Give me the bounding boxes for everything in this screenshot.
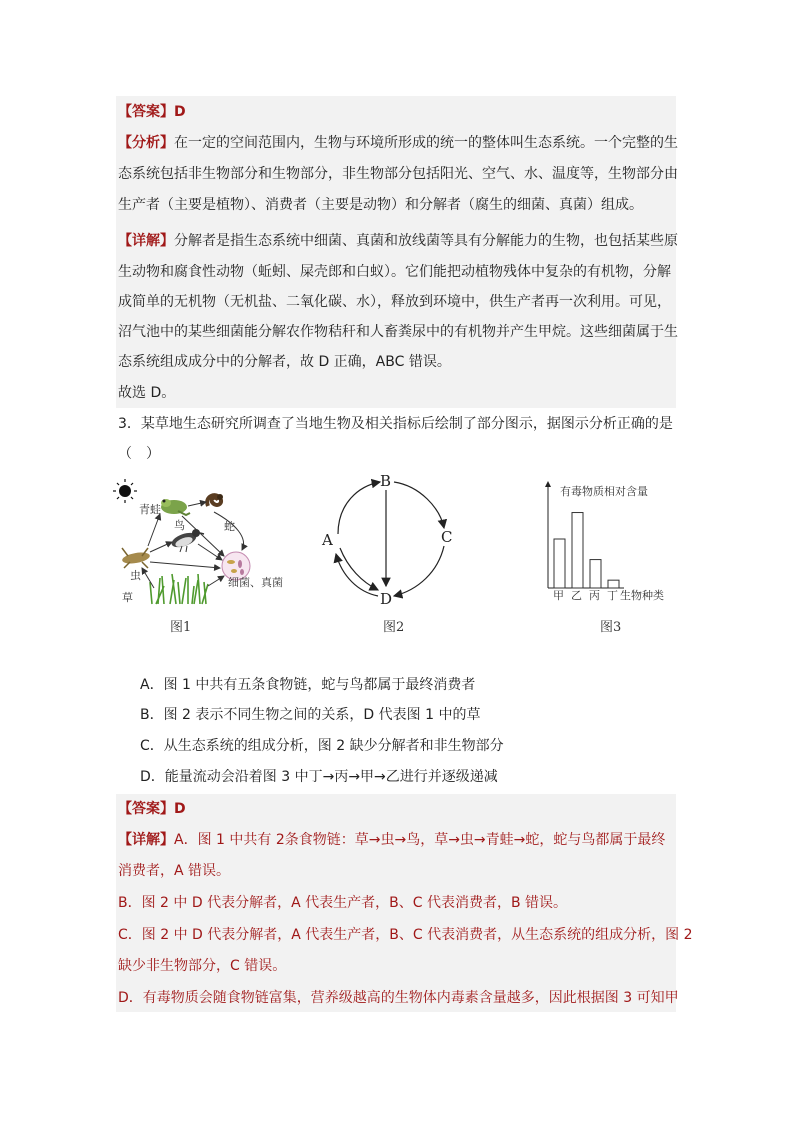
bars-group (554, 513, 619, 588)
detail-text-1: 分解者是指生态系统中细菌、真菌和放线菌等具有分解能力的生物，也包括某些原 (174, 233, 678, 249)
analysis-text-1: 在一定的空间范围内，生物与环境所形成的统一的整体叫生态系统。一个完整的生 (174, 135, 678, 151)
explain-line-4: C．图 2 中 D 代表分解者，A 代表生产者，B、C 代表消费者，从生态系统的组成分析，图 2 (118, 927, 693, 943)
option-b[interactable]: B．图 2 表示不同生物之间的关系，D 代表图 1 中的草 (140, 707, 481, 723)
label-frog: 青蛙 (139, 503, 161, 516)
label-decomposer: 细菌、真菌 (228, 576, 283, 589)
bar-1 (554, 539, 565, 588)
explain-line-5: 缺少非生物部分，C 错误。 (118, 958, 287, 974)
detail-tag-2: 【详解】 (118, 832, 174, 848)
bar-2 (572, 513, 583, 588)
analysis-line-1 (118, 133, 678, 153)
analysis-line-3: 生产者（主要是植物）、消费者（主要是动物）和分解者（腐生的细菌、真菌）组成。 (118, 197, 643, 213)
tick-labels-group (553, 589, 618, 602)
figure2-cycle-diagram (318, 472, 460, 606)
tick-label-4: 丁 (607, 589, 618, 602)
insect-icon (121, 548, 150, 568)
figure3-caption: 图3 (600, 620, 622, 635)
figure1-caption: 图1 (170, 620, 192, 635)
answer-tag: 【答案】 (118, 104, 174, 120)
question-bracket: （ ） (118, 446, 160, 462)
answer-value-2: D (174, 801, 186, 817)
tick-label-1: 甲 (553, 589, 564, 602)
x-axis-label: 生物种类 (620, 589, 664, 602)
label-bird: 鸟 (174, 519, 185, 532)
grass-icon (150, 574, 208, 604)
node-d: D (380, 590, 393, 606)
option-a[interactable]: A．图 1 中共有五条食物链，蛇与鸟都属于最终消费者 (140, 677, 476, 693)
explain-line-6: D．有毒物质会随食物链富集，营养级越高的生物体内毒素含量越多，因此根据图 3 可知甲 (118, 990, 679, 1006)
bar-3 (590, 560, 601, 588)
detail-tag: 【详解】 (118, 233, 174, 249)
figure1-food-web (112, 478, 302, 608)
detail-line-1 (118, 231, 678, 251)
cycle-arrows (336, 482, 444, 596)
label-snake: 蛇 (224, 520, 235, 533)
answer-line-2 (118, 799, 678, 819)
tick-label-3: 丙 (589, 589, 600, 602)
sun-icon (113, 479, 137, 503)
figure3-bar-chart (530, 478, 680, 606)
label-grass: 草 (122, 591, 133, 604)
explain-line-2: 消费者，A 错误。 (118, 863, 231, 879)
detail-line-5: 态系统组成成分中的分解者，故 D 正确，ABC 错误。 (118, 354, 451, 370)
option-d[interactable]: D．能量流动会沿着图 3 中丁→丙→甲→乙进行并逐级递减 (140, 769, 498, 785)
tick-label-2: 乙 (571, 589, 582, 602)
answer-line (118, 102, 678, 122)
analysis-tag: 【分析】 (118, 135, 174, 151)
explain-line-1 (118, 830, 678, 850)
y-axis-label: 有毒物质相对含量 (560, 485, 648, 498)
explain-text-1: A．图 1 中共有 2条食物链：草→虫→鸟，草→虫→青蛙→蛇，蛇与鸟都属于最终 (174, 832, 666, 848)
frog-icon (161, 499, 190, 515)
figure2-caption: 图2 (383, 620, 405, 635)
detail-line-2: 生动物和腐食性动物（蚯蚓、屎壳郎和白蚁）。它们能把动植物残体中复杂的有机物，分解 (118, 264, 671, 280)
snake-icon (207, 494, 223, 506)
analysis-line-2: 态系统包括非生物部分和生物部分，非生物部分包括阳光、空气、水、温度等，生物部分由 (118, 166, 678, 182)
answer-value: D (174, 104, 186, 120)
node-a: A (322, 531, 333, 549)
node-c: C (441, 528, 453, 546)
detail-line-4: 沼气池中的某些细菌能分解农作物秸秆和人畜粪尿中的有机物并产生甲烷。这些细菌属于生 (118, 324, 678, 340)
explain-line-3: B．图 2 中 D 代表分解者，A 代表生产者，B、C 代表消费者，B 错误。 (118, 895, 568, 911)
conclusion-line: 故选 D。 (118, 385, 176, 401)
bar-4 (608, 580, 619, 588)
answer-tag-2: 【答案】 (118, 801, 174, 817)
node-b: B (380, 472, 392, 490)
option-c[interactable]: C．从生态系统的组成分析，图 2 缺少分解者和非生物部分 (140, 738, 504, 754)
question-stem: 3．某草地生态研究所调查了当地生物及相关指标后绘制了部分图示，据图示分析正确的是 (118, 416, 673, 432)
label-insect: 虫 (130, 569, 141, 582)
detail-line-3: 成简单的无机物（无机盐、二氧化碳、水），释放到环境中，供生产者再一次利用。可见， (118, 294, 671, 310)
